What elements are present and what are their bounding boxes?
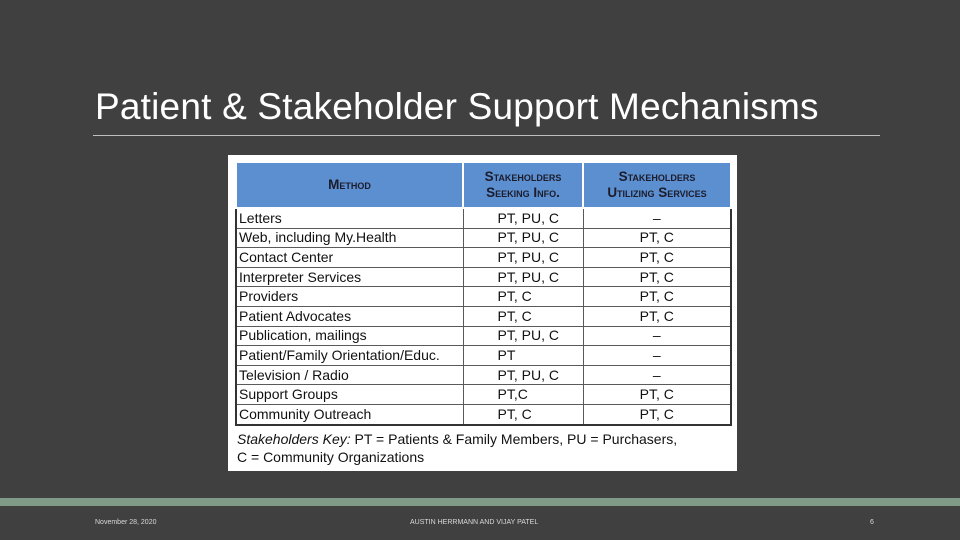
header-seeking-line1: Stakeholders [484,169,562,184]
cell-method: Publication, mailings [236,326,463,346]
cell-utilizing: PT, C [583,228,731,248]
cell-utilizing: PT, C [583,385,731,405]
cell-method: Providers [236,287,463,307]
table-row [236,385,731,405]
table-row [236,248,731,268]
cell-seeking: PT, C [463,287,583,307]
cell-method: Patient Advocates [236,306,463,326]
cell-method: Web, including My.Health [236,228,463,248]
header-stakeholders-seeking [463,162,583,208]
footer-date: November 28, 2020 [95,519,157,526]
title-divider [93,135,880,136]
cell-utilizing: – [583,208,731,228]
footer-authors: AUSTIN HERRMANN AND VIJAY PATEL [410,519,539,526]
table-row [236,208,731,228]
table-row [236,326,731,346]
cell-seeking: PT [463,346,583,366]
cell-utilizing: PT, C [583,306,731,326]
table-row [236,306,731,326]
header-stakeholders-utilizing [583,162,731,208]
header-seeking-line2: Seeking Info. [486,185,560,200]
cell-utilizing: – [583,346,731,366]
cell-method: Community Outreach [236,404,463,424]
key-line1: PT = Patients & Family Members, PU = Purchasers, [350,430,678,447]
stakeholders-key [235,430,730,466]
mechanisms-table [235,161,732,426]
cell-seeking: PT, PU, C [463,228,583,248]
cell-method: Television / Radio [236,365,463,385]
table-row [236,346,731,366]
table-row [236,404,731,424]
cell-seeking: PT, C [463,306,583,326]
cell-seeking: PT, PU, C [463,365,583,385]
table-header-row [236,162,731,208]
slide-title: Patient & Stakeholder Support Mechanisms [95,86,819,127]
header-utilizing-line2: Utilizing Services [607,185,707,200]
cell-utilizing: – [583,365,731,385]
cell-seeking: PT,C [463,385,583,405]
page-number: 6 [870,519,874,526]
cell-utilizing: PT, C [583,404,731,424]
header-utilizing-line1: Stakeholders [618,169,696,184]
header-method: Method [236,162,463,208]
cell-utilizing: – [583,326,731,346]
cell-utilizing: PT, C [583,267,731,287]
key-line2: C = Community Organizations [237,448,425,465]
cell-seeking: PT, PU, C [463,326,583,346]
table-row [236,267,731,287]
cell-seeking: PT, PU, C [463,248,583,268]
table-row [236,365,731,385]
cell-utilizing: PT, C [583,287,731,307]
table-row [236,228,731,248]
cell-seeking: PT, PU, C [463,267,583,287]
cell-method: Support Groups [236,385,463,405]
cell-method: Letters [236,208,463,228]
cell-seeking: PT, C [463,404,583,424]
table-row [236,287,731,307]
cell-utilizing: PT, C [583,248,731,268]
cell-method: Contact Center [236,248,463,268]
cell-seeking: PT, PU, C [463,208,583,228]
cell-method: Interpreter Services [236,267,463,287]
cell-method: Patient/Family Orientation/Educ. [236,346,463,366]
table-image [228,155,737,471]
key-label: Stakeholders Key: [237,430,351,447]
